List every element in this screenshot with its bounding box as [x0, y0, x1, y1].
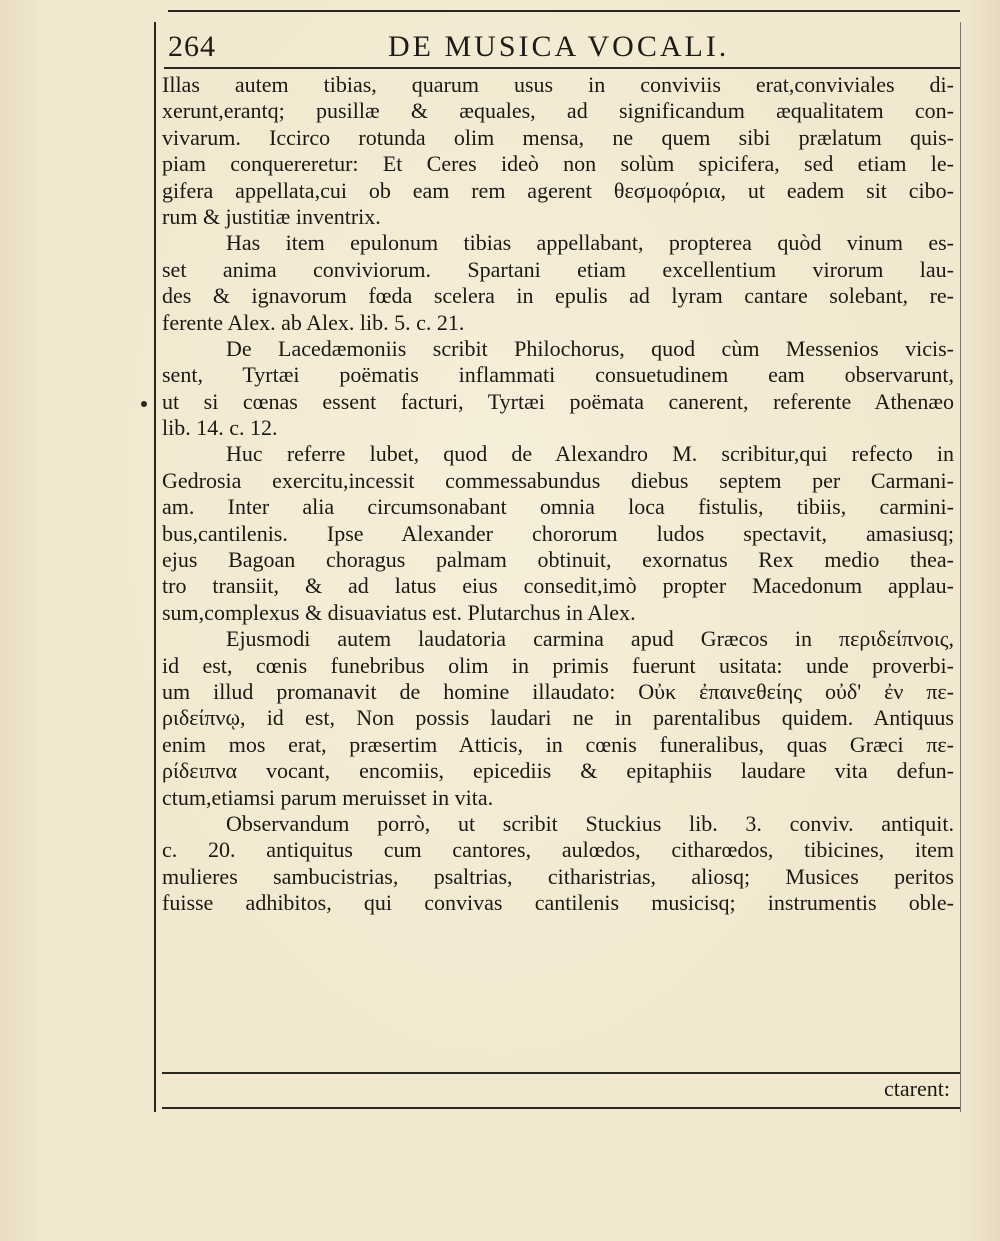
right-margin-rule — [960, 22, 961, 1112]
body-text — [162, 72, 954, 917]
text-line: bus,cantilenis. Ipse Alexander chororum ludos spectavit, amasiusq; — [162, 520, 954, 546]
text-line: c. 20. antiquitus cum cantores, aulœdos, citharœdos, tibicines, item — [162, 837, 954, 863]
footer-rule-upper — [162, 1072, 960, 1074]
text-line: ρίδειπνα vocant, encomiis, epicediis & epitaphiis laudare vita defun- — [162, 758, 954, 784]
text-line: ctum,etiamsi parum meruisset in vita. — [162, 784, 494, 810]
text-line: set anima conviviorum. Spartani etiam excellentium virorum lau- — [162, 256, 954, 282]
text-line: des & ignavorum fœda scelera in epulis ad lyram cantare solebant, re- — [162, 283, 954, 309]
text-line: id est, cœnis funebribus olim in primis fuerunt usitata: unde proverbi- — [162, 652, 954, 678]
text-line: um illud promanavit de homine illaudato: Οὐκ ἐπαινεθείης οὐδ' ἐν πε- — [162, 678, 954, 704]
text-line: ριδείπνῳ, id est, Non possis laudari ne in parentalibus quidem. Antiquus — [162, 705, 954, 731]
text-line: fuisse adhibitos, qui convivas cantilenis musicisq; instrumentis oble- — [162, 890, 954, 916]
text-line: ferente Alex. ab Alex. lib. 5. c. 21. — [162, 309, 465, 335]
text-line: xerunt,erantq; pusillæ & æquales, ad significandum æqualitatem con- — [162, 98, 954, 124]
text-line: Has item epulonum tibias appellabant, propterea quòd vinum es- — [226, 230, 954, 256]
text-line: Observandum porrò, ut scribit Stuckius lib. 3. conviv. antiquit. — [226, 810, 954, 836]
page-header — [164, 22, 960, 66]
top-rule — [168, 10, 960, 12]
left-margin-rule — [154, 22, 156, 1112]
text-line: am. Inter alia circumsonabant omnia loca fistulis, tibiis, carmini- — [162, 494, 954, 520]
text-line: gifera appellata,cui ob eam rem agerent θεσμοφόρια, ut eadem sit cibo- — [162, 177, 954, 203]
text-line: tro transiit, & ad latus eius consedit,imò propter Macedonum applau- — [162, 573, 954, 599]
header-rule — [164, 67, 960, 69]
text-line: lib. 14. c. 12. — [162, 415, 278, 441]
footer-rule-lower — [162, 1107, 960, 1109]
text-line: vivarum. Iccirco rotunda olim mensa, ne quem sibi prælatum quis- — [162, 124, 954, 150]
text-line: mulieres sambucistrias, psaltrias, citharistrias, aliosq; Musices peritos — [162, 863, 954, 889]
page-number: 264 — [168, 30, 216, 63]
text-line: rum & justitiæ inventrix. — [162, 203, 381, 229]
text-line: ejus Bagoan choragus palmam obtinuit, exornatus Rex medio thea- — [162, 547, 954, 573]
text-line: ut si cœnas essent facturi, Tyrtæi poëmata canerent, referente Athenæo — [162, 388, 954, 414]
text-line: Illas autem tibias, quarum usus in conviviis erat,conviviales di- — [162, 72, 954, 97]
text-line: sum,complexus & disuaviatus est. Plutarchus in Alex. — [162, 599, 636, 625]
text-line: piam conquereretur: Et Ceres ideò non solùm spicifera, sed etiam le- — [162, 151, 954, 177]
text-line: Ejusmodi autem laudatoria carmina apud Græcos in περιδείπνοις, — [226, 626, 954, 652]
text-line: De Lacedæmoniis scribit Philochorus, quod cùm Messenios vicis- — [226, 335, 954, 361]
text-line: enim mos erat, præsertim Atticis, in cœnis funeralibus, quas Græci πε- — [162, 731, 954, 757]
catchword: ctarent: — [884, 1076, 950, 1101]
margin-mark — [141, 401, 147, 407]
text-line: Gedrosia exercitu,incessit commessabundus diebus septem per Carmani- — [162, 467, 954, 493]
text-line: sent, Tyrtæi poëmatis inflammati consuetudinem eam observarunt, — [162, 362, 954, 388]
text-line: Huc referre lubet, quod de Alexandro M. scribitur,qui refecto in — [226, 441, 954, 467]
running-title: DE MUSICA VOCALI. — [388, 30, 730, 63]
